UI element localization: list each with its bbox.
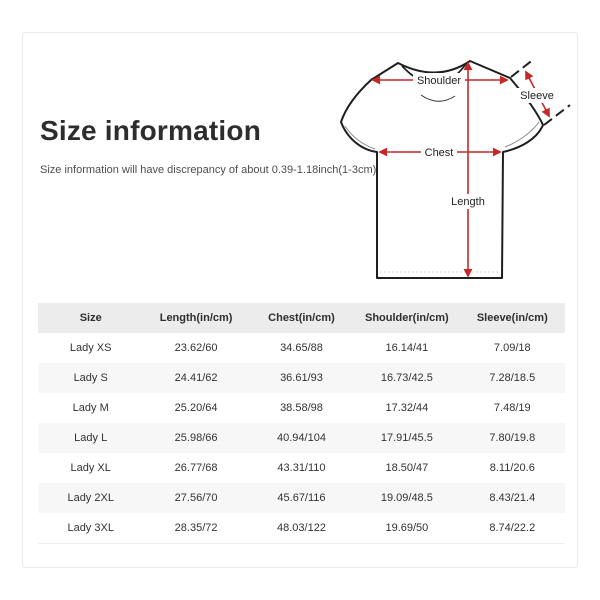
size-table [38,303,565,544]
table-cell: 23.62/60 [174,342,218,354]
table-cell: 36.61/93 [280,372,323,384]
table-cell: 24.41/62 [174,372,218,384]
table-row [38,423,565,453]
table-cell: 19.09/48.5 [380,492,433,504]
length-label: Length [451,196,485,208]
table-cell: Lady S [73,372,108,384]
table-cell: 17.32/44 [385,402,429,414]
table-cell: 19.69/50 [385,521,429,534]
table-header-row [38,303,565,333]
table-cell: 25.20/64 [174,402,218,414]
table-cell: 26.77/68 [174,462,218,474]
table-cell: 7.48/19 [493,402,531,414]
table-cell: 8.11/20.6 [489,462,535,474]
table-cell: Lady M [72,402,109,414]
table-cell: 7.28/18.5 [489,372,536,384]
table-cell: 16.14/41 [385,342,429,354]
table-cell: 27.56/70 [174,492,218,504]
table-row [38,513,565,543]
table-cell: 45.67/116 [277,492,326,504]
table-row [38,363,565,393]
page-title: Size information [40,115,261,146]
shoulder-label: Shoulder [416,75,462,87]
table-cell: Lady XS [69,342,112,354]
table-cell: 38.58/98 [280,402,323,414]
column-header-sleeve-in-cm: Sleeve(in/cm) [460,303,565,333]
tshirt-measurement-diagram [335,40,600,300]
column-header-chest-in-cm: Chest(in/cm) [249,303,354,333]
tshirt-outline-drawing [341,61,543,278]
table-cell: 8.43/21.4 [489,492,536,504]
table-cell: 25.98/66 [174,432,218,444]
table-row [38,333,565,363]
table-cell: 34.65/88 [280,342,323,354]
table-cell: Lady L [74,432,108,444]
column-header-length-in-cm: Length(in/cm) [143,303,248,333]
table-cell: 28.35/72 [174,521,218,534]
table-cell: 43.31/110 [277,462,326,474]
column-header-shoulder-in-cm: Shoulder(in/cm) [354,303,459,333]
table-cell: 40.94/104 [277,432,326,444]
table-cell: 17.91/45.5 [380,432,433,444]
table-body [38,333,565,543]
size-table-head [38,303,565,333]
table-row [38,453,565,483]
table-cell: 16.73/42.5 [380,372,433,384]
table-cell: 7.80/19.8 [489,432,536,444]
table-cell: Lady 3XL [67,521,114,534]
column-header-size: Size [38,303,143,333]
table-row [38,483,565,513]
table-cell: 7.09/18 [493,342,531,354]
table-cell: Lady 2XL [67,492,114,504]
table-row [38,393,565,423]
table-cell: 18.50/47 [385,462,429,474]
table-cell: 8.74/22.2 [489,521,536,534]
page-subtitle: Size information will have discrepancy of about 0.39-1.18inch(1-3cm) [40,164,377,176]
chest-label: Chest [424,147,454,159]
sleeve-label: Sleeve [520,90,554,102]
table-cell: 48.03/122 [277,521,326,534]
table-cell: Lady XL [70,462,111,474]
